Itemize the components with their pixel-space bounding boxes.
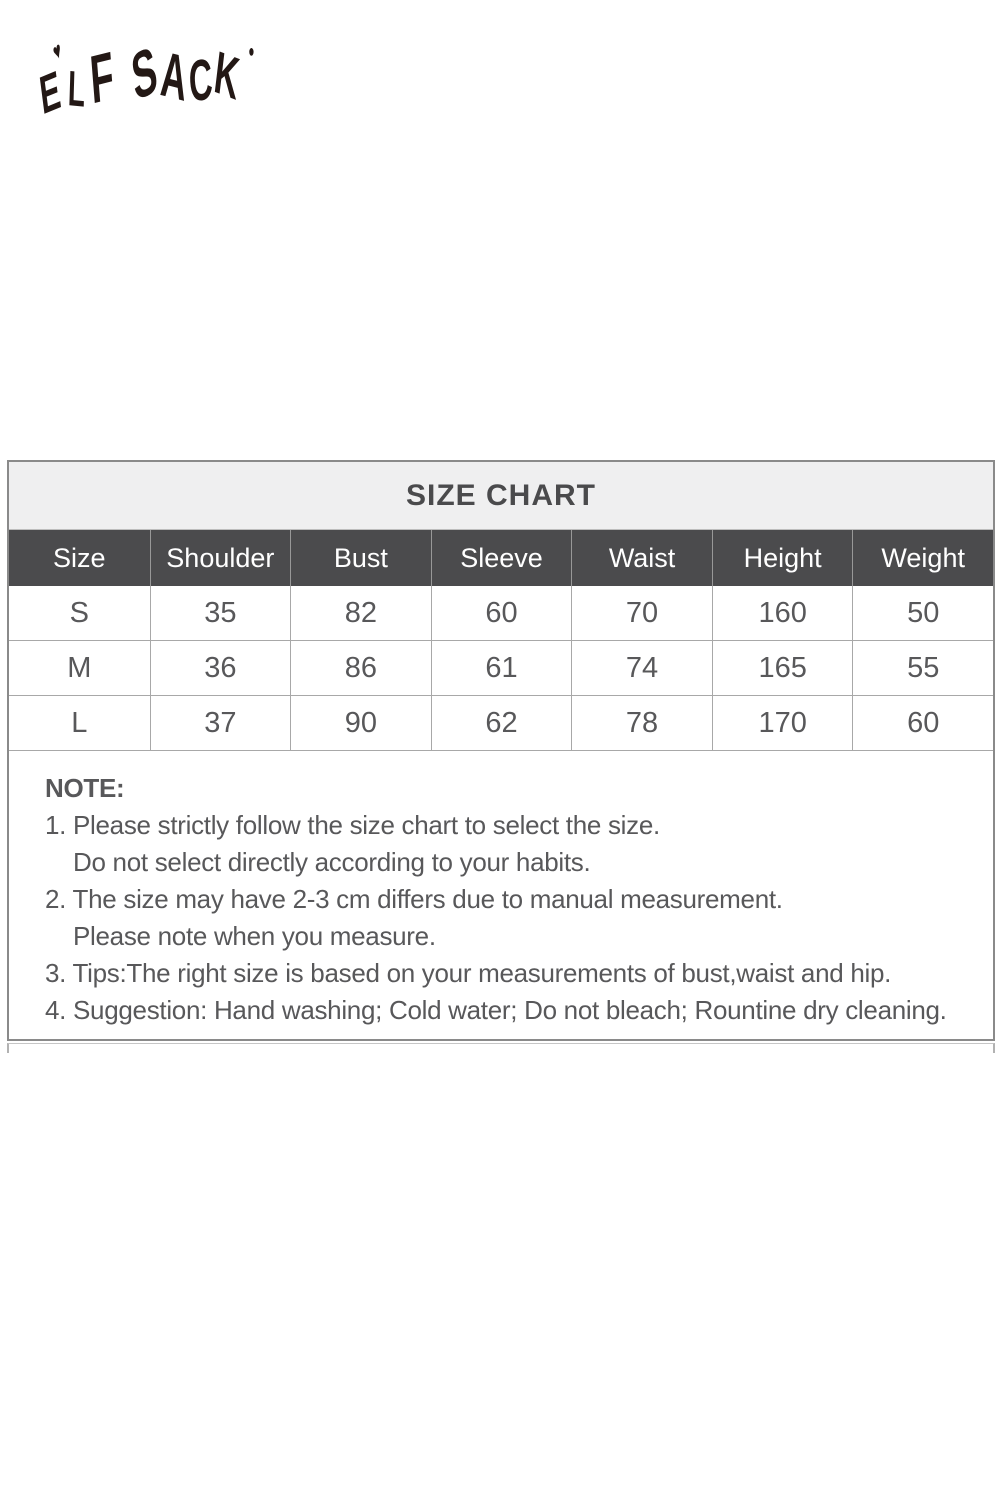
table-cell: 36 (150, 641, 291, 695)
note-line: Please note when you measure. (73, 921, 436, 951)
logo-letter: E (36, 59, 64, 127)
note-line: Do not select directly according to your habits. (73, 847, 591, 877)
note-heading: NOTE: (45, 773, 125, 803)
table-row-m (9, 640, 993, 695)
column-header-sleeve: Sleeve (431, 530, 572, 586)
table-cell: 62 (431, 696, 572, 750)
brand-logo (36, 31, 264, 130)
logo-letter: C (187, 45, 215, 116)
size-chart-panel (7, 460, 995, 1041)
logo-heart-icon: ♥ (50, 36, 65, 67)
table-row-s (9, 586, 993, 640)
table-cell: 60 (852, 696, 993, 750)
table-cell: 55 (852, 641, 993, 695)
logo-dot-icon: ● (248, 41, 255, 61)
table-cell: 60 (431, 586, 572, 640)
logo-letter: S (127, 31, 162, 115)
column-header-waist: Waist (571, 530, 712, 586)
note-line: 2. The size may have 2-3 cm differs due to manual measurement. (45, 884, 783, 914)
table-cell: 82 (290, 586, 431, 640)
table-cell: L (71, 706, 88, 739)
table-cell: 50 (852, 586, 993, 640)
note-line: 3. Tips:The right size is based on your measurements of bust,waist and hip. (45, 958, 892, 988)
table-cell: 70 (571, 586, 712, 640)
size-chart-header-row (9, 530, 993, 586)
note-line: 1. Please strictly follow the size chart to select the size. (45, 810, 660, 840)
table-cell: 90 (290, 696, 431, 750)
note-section (9, 750, 993, 1029)
column-header-weight: Weight (852, 530, 993, 586)
column-header-shoulder: Shoulder (150, 530, 291, 586)
table-cell: 86 (290, 641, 431, 695)
logo-letter: F (87, 37, 117, 119)
logo-letter: K (211, 38, 243, 113)
table-cell: 61 (431, 641, 572, 695)
next-section-edge (7, 1043, 995, 1053)
logo-letter: A (158, 37, 190, 115)
column-header-bust: Bust (290, 530, 431, 586)
table-cell: 160 (712, 586, 853, 640)
table-cell: 74 (571, 641, 712, 695)
note-line: 4. Suggestion: Hand washing; Cold water; Do not bleach; Rountine dry cleaning. (45, 995, 947, 1025)
table-cell: S (69, 596, 89, 629)
logo-letter: L (67, 60, 86, 118)
table-cell: 35 (150, 586, 291, 640)
table-cell: 37 (150, 696, 291, 750)
table-cell: 78 (571, 696, 712, 750)
table-cell: 170 (712, 696, 853, 750)
size-chart-title: SIZE CHART (9, 462, 993, 530)
column-header-size: Size (53, 542, 106, 573)
table-cell: 165 (712, 641, 853, 695)
column-header-height: Height (712, 530, 853, 586)
table-cell: M (67, 651, 92, 684)
table-row-l (9, 695, 993, 750)
